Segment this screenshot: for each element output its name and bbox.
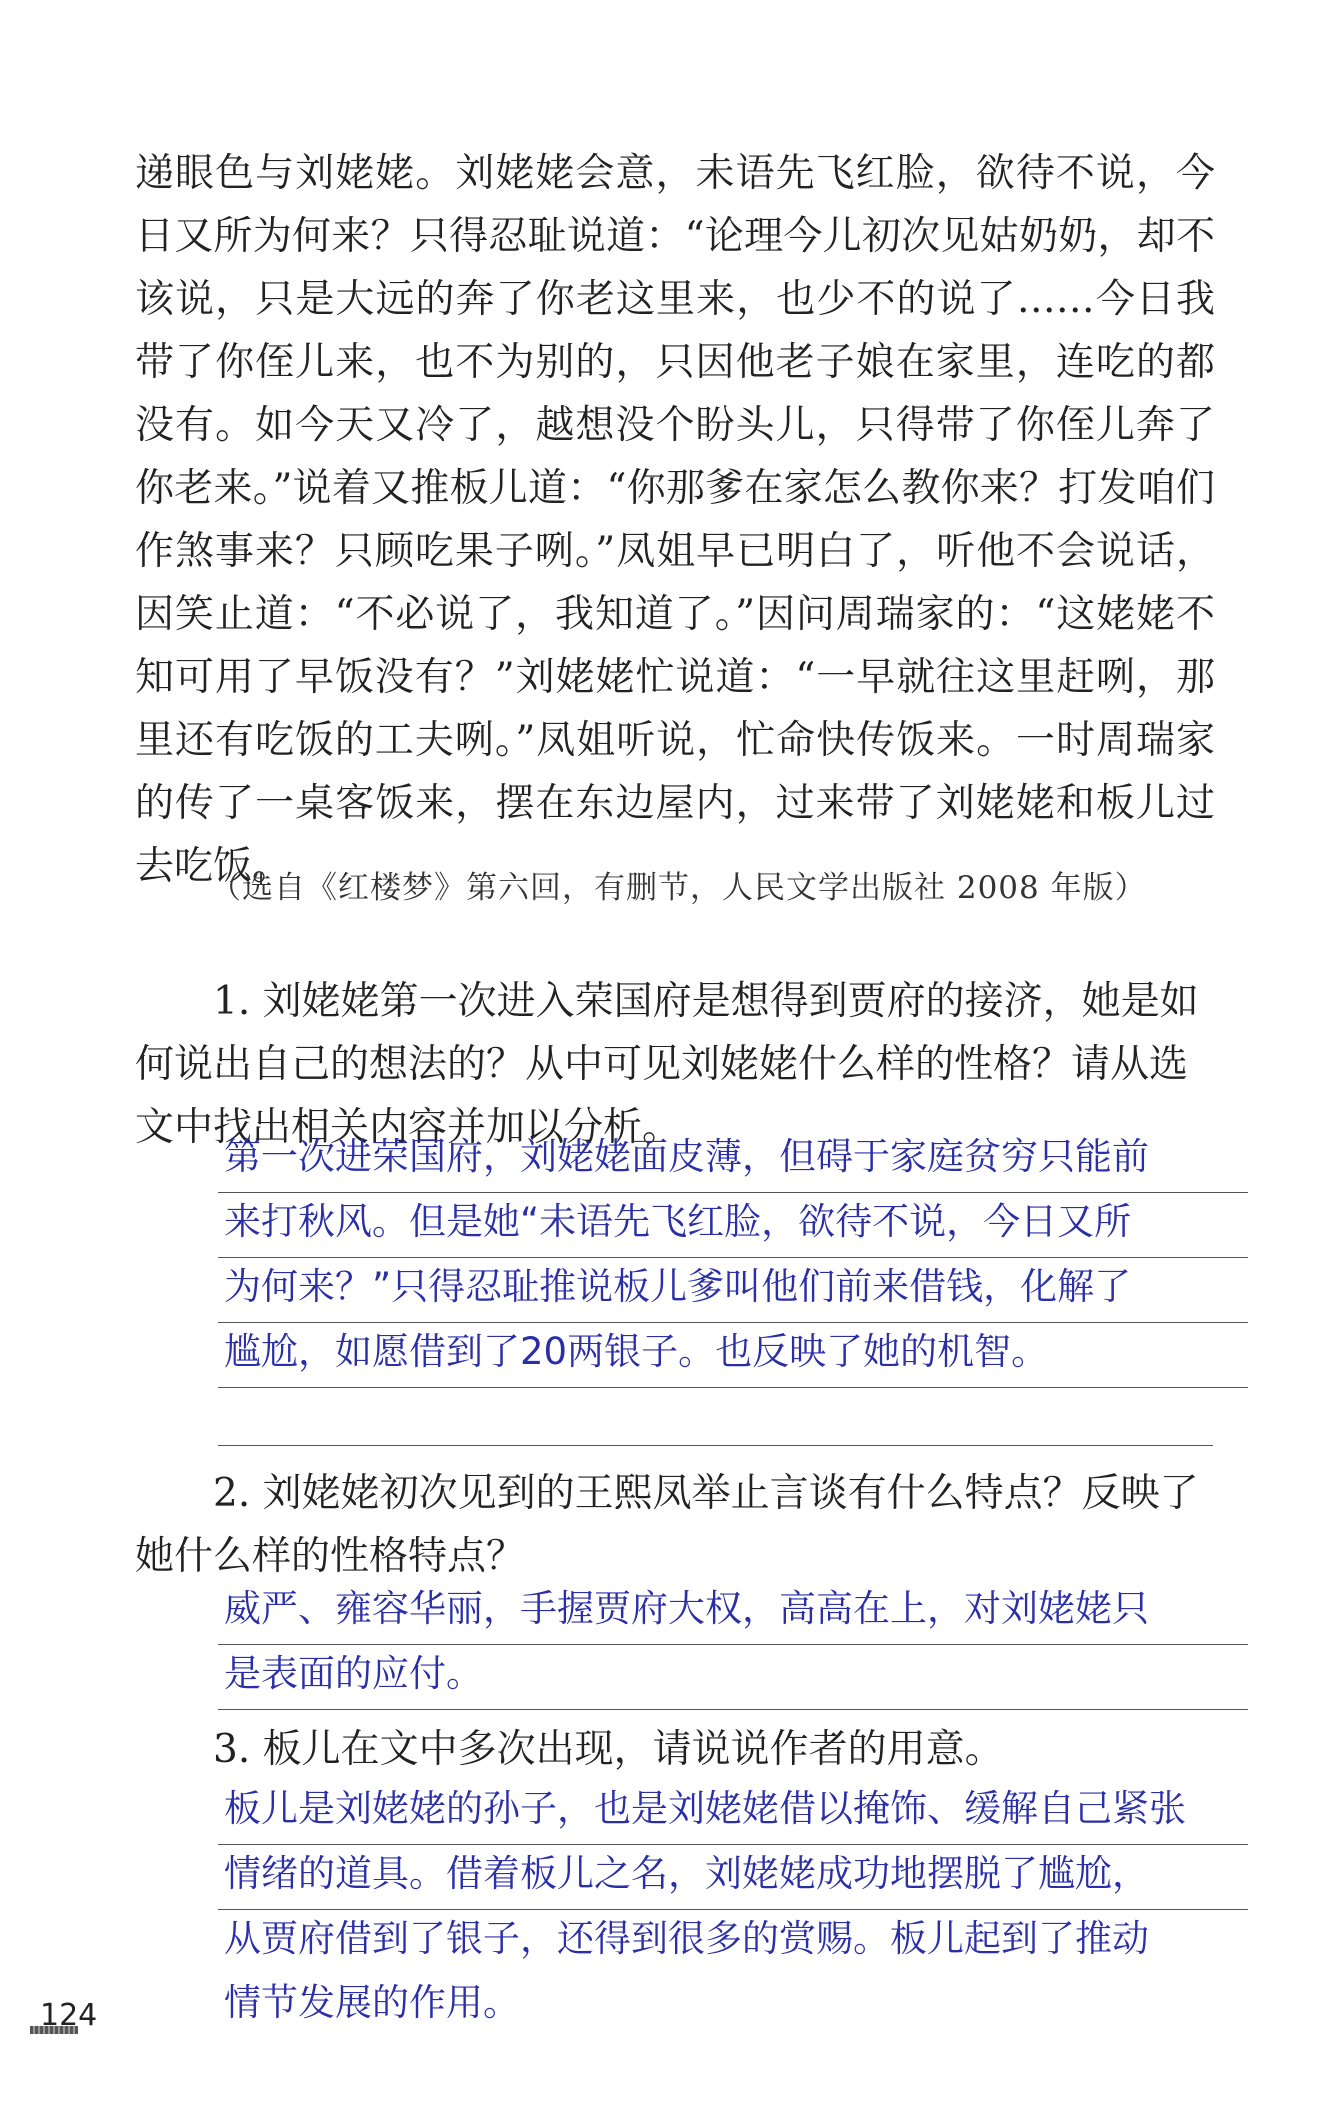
question-1-text: 1. 刘姥姥第一次进入荣国府是想得到贾府的接济，她是如何说出自己的想法的？从中可见刘姥姥什么样的性格？请从选文中找出相关内容并加以分析。 xyxy=(135,979,1199,1150)
answer-line: 情节发展的作用。 xyxy=(224,1981,520,2024)
passage xyxy=(135,142,1215,898)
answer-2 xyxy=(218,1580,1248,1710)
question-3 xyxy=(135,1718,1215,1781)
source-citation: （选自《红楼梦》第六回，有删节，人民文学出版社 2008 年版） xyxy=(210,870,1147,906)
answer-line: 板儿是刘姥姥的孙子，也是刘姥姥借以掩饰、缓解自己紧张 xyxy=(218,1780,1248,1845)
answer-line: 情绪的道具。借着板儿之名，刘姥姥成功地摆脱了尴尬， xyxy=(218,1845,1248,1910)
answer-line: 尴尬，如愿借到了20两银子。也反映了她的机智。 xyxy=(218,1323,1248,1388)
answer-1 xyxy=(218,1128,1248,1388)
answer-line: 是表面的应付。 xyxy=(218,1645,1248,1710)
answer-line: 第一次进荣国府，刘姥姥面皮薄，但碍于家庭贫穷只能前 xyxy=(218,1128,1248,1193)
answer-line: 威严、雍容华丽，手握贾府大权，高高在上，对刘姥姥只 xyxy=(218,1580,1248,1645)
answer-line: 来打秋风。但是她“未语先飞红脸，欲待不说，今日又所 xyxy=(218,1193,1248,1258)
question-2-text: 2. 刘姥姥初次见到的王熙凤举止言谈有什么特点？反映了她什么样的性格特点？ xyxy=(135,1471,1199,1579)
answer-line: 从贾府借到了银子，还得到很多的赏赐。板儿起到了推动 xyxy=(224,1917,1149,1960)
answer-line: 为何来？”只得忍耻推说板儿爹叫他们前来借钱，化解了 xyxy=(218,1258,1248,1323)
question-3-text: 3. 板儿在文中多次出现，请说说作者的用意。 xyxy=(213,1727,1004,1772)
passage-paragraph: 递眼色与刘姥姥。刘姥姥会意，未语先飞红脸，欲待不说，今日又所为何来？只得忍耻说道：“论理今儿初次见姑奶奶，却不该说，只是大远的奔了你老这里来，也少不的说了……今日我带了你侄儿来，也不为别的，只因他老子娘在家里，连吃的都没有。如今天又冷了，越想没个盼头儿，只得带了你侄儿奔了你老来。”说着又推板儿道：“你那爹在家怎么教你来？打发咱们作煞事来？只顾吃果子咧。”凤姐早已明白了，听他不会说话，因笑止道：“不必说了，我知道了。”因问周瑞家的：“这姥姥不知可用了早饭没有？”刘姥姥忙说道：“一早就往这里赶咧，那里还有吃饭的工夫咧。”凤姐听说，忙命快传饭来。一时周瑞家的传了一桌客饭来，摆在东边屋内，过来带了刘姥姥和板儿过去吃饭。 xyxy=(135,151,1215,889)
answer-3 xyxy=(218,1780,1248,2038)
page-number: 124 xyxy=(40,1998,98,2033)
answer-blank-line xyxy=(218,1445,1213,1446)
question-2 xyxy=(135,1462,1215,1588)
